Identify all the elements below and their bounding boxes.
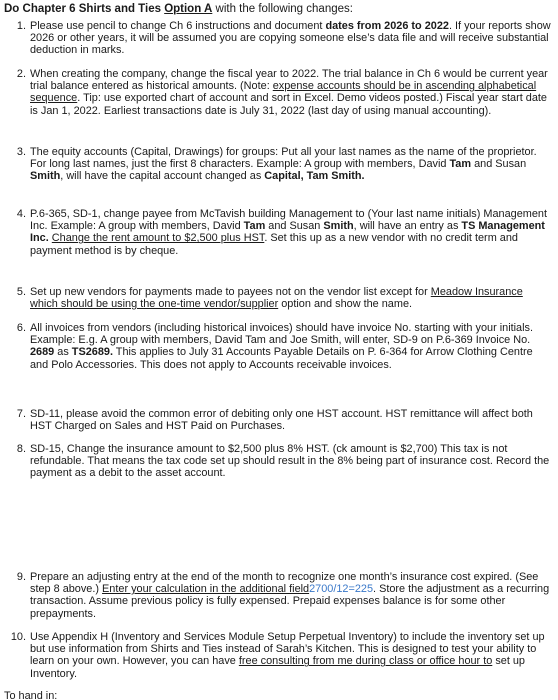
text-run: expense accounts should be in ascending alphabetical sequence: [30, 80, 537, 105]
text-run: option and show the name.: [278, 298, 413, 311]
text-run: dates from 2026 to 2022: [325, 20, 449, 32]
item-text: [30, 408, 552, 432]
partial-next-line: To hand in:: [4, 690, 58, 700]
list-item: [4, 408, 552, 432]
text-run: SD-11, please avoid the common error of debiting only one HST account. HST remittance will affect both HST Charged on Sales and HST Paid on Purchases.: [30, 408, 533, 433]
text-run: Use Appendix H (Inventory and Services Module Setup Perpetual Inventory) to include the inventory set up but use information from Shirts and Ties instead of Sarah’s Kitchen. This is designed to test your ability to learn on your own. However, you can have: [30, 631, 545, 668]
list-item: [4, 443, 552, 480]
text-run: set up Inventory.: [30, 655, 525, 680]
text-run: . If your reports show 2026 or other years, it will be assumed you are copying someone else’s data file and will receive substantial deduction in marks.: [30, 20, 551, 57]
list-item: [4, 146, 552, 183]
item-number: 1.: [16, 20, 26, 32]
text-run: All invoices from vendors (including historical invoices) should have invoice No. starting with your initials. Example: E.g. A group with members, David Tam and Joe Smith, will enter, SD-9 on P.6-369 Invoice No.: [30, 322, 534, 347]
item-text: [30, 146, 552, 183]
text-run: as: [54, 346, 72, 359]
text-run: and Susan: [265, 220, 324, 233]
text-run: Prepare an adjusting entry at the end of the month to recognize one month’s insurance cost expired. (See step 8 above.): [30, 571, 539, 596]
text-run: Tam: [449, 158, 472, 171]
text-run: Tam: [243, 220, 266, 233]
item-text: [30, 631, 552, 680]
text-run: Capital, Tam Smith.: [264, 170, 365, 183]
text-run: Please use pencil to change Ch 6 instructions and document: [30, 20, 326, 32]
title-prefix: Do Chapter 6 Shirts and Ties: [4, 3, 165, 15]
list-item: [4, 286, 552, 310]
item-text: [30, 208, 552, 257]
list-item: [4, 571, 552, 620]
text-run: This applies to July 31 Accounts Payable Details on P. 6-364 for Arrow Clothing Centre and Polo Accessories. This does not apply to Accounts receivable invoices.: [30, 346, 533, 371]
text-run: Set up new vendors for payments made to payees not on the vendor list except for: [30, 286, 431, 298]
list-item: [4, 208, 552, 257]
text-run: P.6-365, SD-1, change payee from McTavish building Management to (Your last name initials) Management Inc. Example: A group with members, David: [30, 208, 547, 233]
text-run: Enter your calculation in the additional field: [102, 583, 310, 596]
text-run: and Susan: [471, 158, 527, 171]
text-run: , will have an entry as: [353, 220, 462, 233]
list-item: [4, 68, 552, 117]
text-run: . Set this up as a new vendor with no credit term and payment method is by cheque.: [30, 232, 518, 257]
item-number: 7.: [16, 408, 26, 420]
item-number: 9.: [16, 571, 26, 583]
text-run: The equity accounts (Capital, Drawings) for groups: Put all your last names as the name of the proprietor. For long last names, just the first 8 characters. Example: A group with members, David: [30, 146, 537, 171]
text-run: . Tip: use exported chart of account and sort in Excel. Demo videos posted.) Fiscal year start date is Jan 1, 2022. Earliest transactions date is July 31, 2022 (last day of using manual accounting).: [30, 92, 547, 117]
text-run: , will have the capital account changed as: [60, 170, 265, 183]
text-run: Change the rent amount to $2,500 plus HST: [51, 232, 265, 245]
text-run: Meadow Insurance which should be using the one-time vendor/supplier: [30, 286, 523, 311]
item-number: 3.: [16, 146, 26, 158]
item-text: [30, 571, 552, 620]
item-text: [30, 68, 552, 117]
item-text: [30, 286, 552, 310]
item-number: 4.: [16, 208, 26, 220]
text-run: 2689: [30, 346, 55, 359]
item-number: 2.: [16, 68, 26, 80]
item-text: [30, 322, 552, 371]
item-number: 6.: [16, 322, 26, 334]
item-text: [30, 20, 552, 57]
text-run: . Store the adjustment as a recurring transaction. Assume previous policy is fully expensed. Prepaid expenses balance is for some other prepayments.: [30, 583, 550, 620]
text-run: SD-15, Change the insurance amount to $2,500 plus 8% HST. (ck amount is $2,700) This tax is not refundable. That means the tax code set up should result in the 8% being part of insurance cost. Record the payment as a debit to the asset account.: [30, 443, 550, 480]
item-number: 10.: [10, 631, 26, 643]
document-title: [4, 3, 353, 16]
text-run: 2700/12=225: [309, 583, 374, 596]
text-run: Smith: [30, 170, 61, 183]
item-text: [30, 443, 552, 480]
text-run: TS2689.: [71, 346, 113, 359]
text-run: Smith: [323, 220, 354, 233]
text-run: TS Management Inc.: [30, 220, 545, 245]
item-number: 8.: [16, 443, 26, 455]
list-item: [4, 631, 552, 680]
list-item: [4, 20, 552, 57]
title-option: Option A: [164, 3, 213, 15]
text-run: When creating the company, change the fiscal year to 2022. The trial balance in Ch 6 would be current year trial balance entered as historical amounts. (Note:: [30, 68, 548, 93]
item-number: 5.: [16, 286, 26, 298]
text-run: free consulting from me during class or office hour to: [238, 655, 493, 668]
list-item: [4, 322, 552, 371]
title-suffix: with the following changes:: [212, 3, 353, 15]
